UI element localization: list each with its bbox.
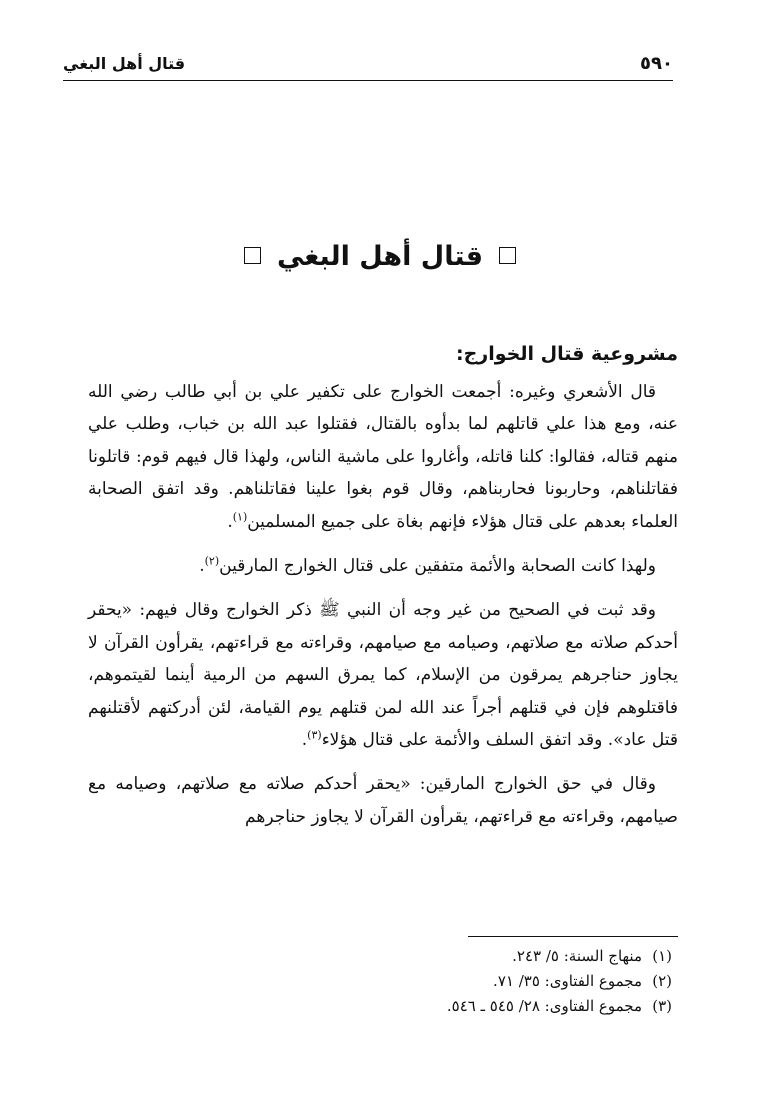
footnote-number: (٢) — [652, 972, 672, 990]
paragraph-text: وقال في حق الخوارج المارقين: «يحقر أحدكم صلاته مع صلاتهم، وصيامه مع صيامهم، وقراءته مع قراءتهم، يقرأون القرآن لا يجاوز حناجرهم — [88, 774, 678, 827]
body-text — [88, 376, 678, 845]
square-ornament-icon — [499, 247, 516, 264]
paragraph — [88, 768, 678, 833]
footnote-number: (١) — [652, 947, 672, 965]
footnote-text: مجموع الفتاوى: ٢٨/ ٥٤٥ ـ ٥٤٦. — [446, 997, 642, 1015]
paragraph-text: ولهذا كانت الصحابة والأئمة متفقين على قتال الخوارج المارقين — [219, 556, 656, 577]
footnote-text: مجموع الفتاوى: ٣٥/ ٧١. — [493, 972, 642, 990]
paragraph-end: . — [227, 511, 233, 532]
running-title: قتال أهل البغي — [63, 54, 186, 73]
footnote-ref: (٣) — [307, 728, 322, 742]
paragraph — [88, 594, 678, 756]
paragraph-text: قال الأشعري وغيره: أجمعت الخوارج على تكفير علي بن أبي طالب رضي الله عنه، ومع هذا علي قاتلهم لما بدأوه بالقتال، فقتلوا عبد الله بن خباب، وطلب علي منهم قتاله، فقالوا: كلنا قاتله، وأغاروا على ماشية الناس، ولهذا قال فيهم قوم: قاتلونا فقاتلناهم، وحاربونا فحاربناهم، وقال قوم بغوا علينا فقاتلناهم. وقد اتفق الصحابة العلماء بعدهم على قتال هؤلاء فإنهم بغاة على جميع المسلمين — [88, 382, 679, 532]
footnote — [92, 944, 672, 969]
footnote-number: (٣) — [652, 997, 672, 1015]
section-heading: مشروعية قتال الخوارج: — [455, 343, 678, 365]
paragraph-text: وقد ثبت في الصحيح من غير وجه أن النبي ﷺ ذكر الخوارج وقال فيهم: «يحقر أحدكم صلاته مع صلاتهم، وصيامه مع صيامهم، وقراءته مع قراءتهم، يقرأون القرآن لا يجاوز حناجرهم يمرقون من الإسلام، كما يمرق السهم من الرمية أينما لقيتموهم، فاقتلوهم فإن في قتلهم أجراً عند الله لمن قتلهم يوم القيامة، لئن أدركتهم لأقتلنهم قتل عاد». وقد اتفق السلف والأئمة على قتال هؤلاء — [88, 600, 678, 751]
footnote — [92, 969, 672, 994]
page-number: ٥٩٠ — [640, 53, 673, 74]
chapter-title-text: قتال أهل البغي — [276, 241, 484, 272]
running-header — [63, 52, 673, 81]
square-ornament-icon — [244, 247, 261, 264]
footnote-divider — [468, 936, 678, 937]
footnote-text: منهاج السنة: ٥/ ٢٤٣. — [512, 947, 642, 965]
paragraph — [88, 376, 678, 538]
paragraph-end: . — [199, 556, 205, 577]
footnote-ref: (١) — [232, 509, 248, 523]
chapter-title — [0, 235, 760, 279]
footnote-ref: (٢) — [204, 554, 220, 568]
paragraph — [88, 550, 678, 582]
paragraph-end: . — [301, 730, 308, 751]
footnote — [92, 994, 672, 1019]
footnotes — [92, 944, 672, 1019]
